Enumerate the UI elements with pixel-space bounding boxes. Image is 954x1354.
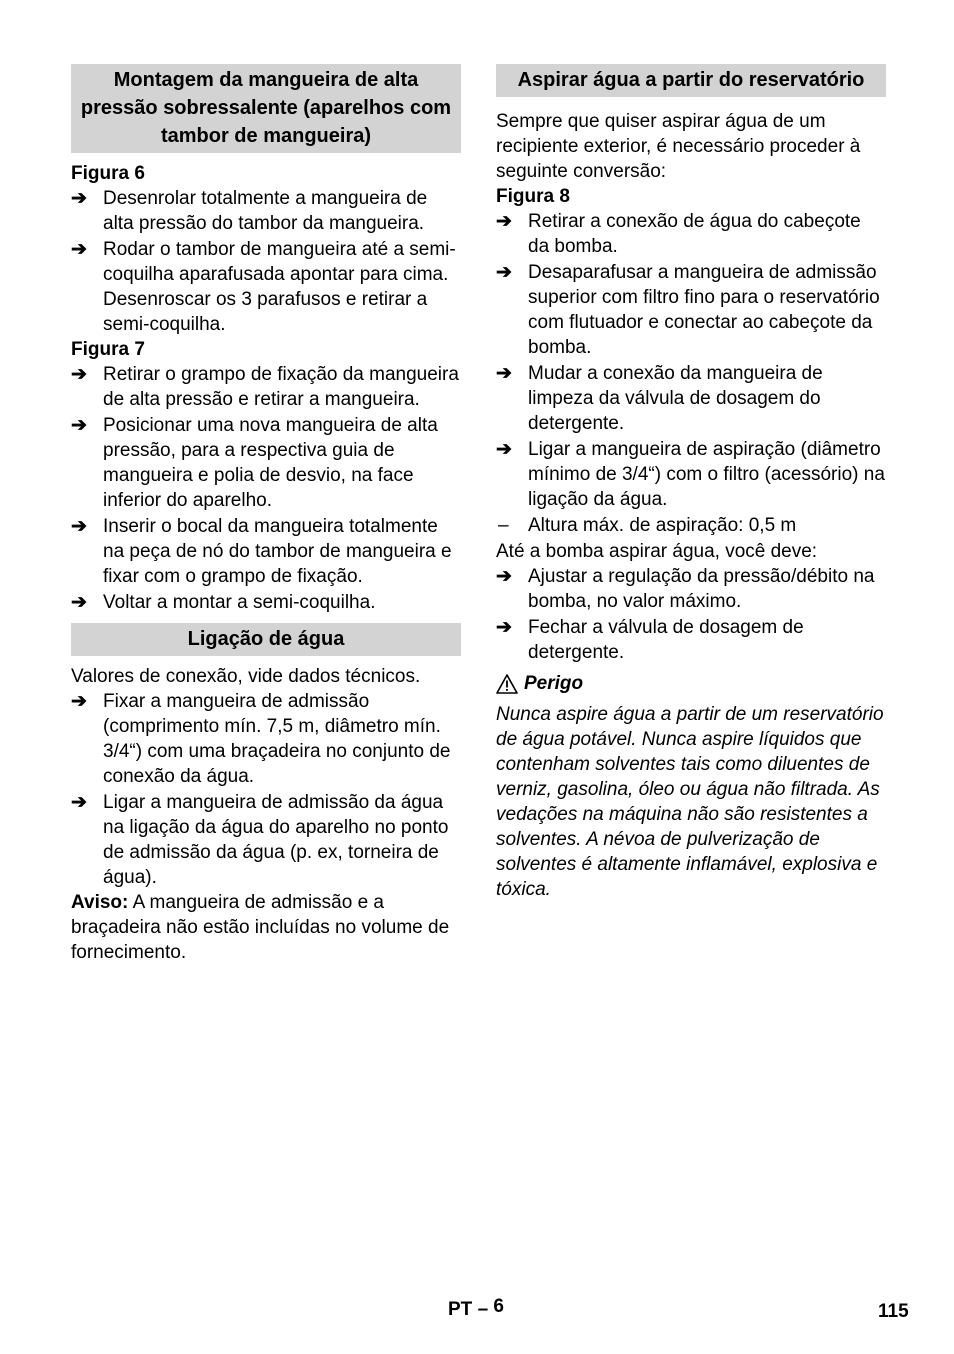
intro-text: Valores de conexão, vide dados técnicos.: [71, 666, 421, 687]
list-item: ➔ Voltar a montar a semi-coquilha.: [71, 592, 376, 613]
danger-text: Nunca aspire água a partir de um reservatório de água potável. Nunca aspire líquidos que contenham solventes tais como diluentes de verniz, gasolina, óleo ou água não filtrada. As vedações na máquina não são resistentes a solventes. A névoa de pulverização de solventes é altamente inflamável, explosiva e tóxica.: [496, 704, 884, 900]
intro-text: Sempre que quiser aspirar água de um recipiente exterior, é necessário proceder à seguinte conversão:: [496, 111, 861, 182]
arrow-icon: ➔: [496, 211, 512, 232]
list-item: ➔ Mudar a conexão da mangueira de limpeza da válvula de dosagem do detergente.: [496, 363, 823, 434]
list-item: ➔ Posicionar uma nova mangueira de alta pressão, para a respectiva guia de mangueira e polia de desvio, na face inferior do aparelho.: [71, 415, 438, 511]
figure-label-8: Figura 8: [496, 186, 570, 207]
arrow-icon: ➔: [71, 364, 87, 385]
danger-label: Perigo: [524, 673, 584, 694]
list-item: ➔ Ajustar a regulação da pressão/débito na bomba, no valor máximo.: [496, 566, 875, 612]
note-label: Aviso:: [71, 892, 129, 913]
list-item: ➔ Retirar a conexão de água do cabeçote da bomba.: [496, 211, 861, 257]
arrow-icon: ➔: [496, 439, 512, 460]
note-paragraph: Aviso: A mangueira de admissão e a braçadeira não estão incluídas no volume de fornecimento.: [71, 892, 450, 963]
list-item: ➔ Inserir o bocal da mangueira totalmente na peça de nó do tambor de mangueira e fixar com o grampo de fixação.: [71, 516, 452, 587]
list-item: ➔ Ligar a mangueira de admissão da água na ligação da água do aparelho no ponto de admissão da água (p. ex, torneira de água).: [71, 792, 449, 888]
list-item: – Altura máx. de aspiração: 0,5 m: [498, 515, 797, 536]
figure-label-6: Figura 6: [71, 163, 145, 184]
page-number: 115: [878, 1301, 909, 1322]
footer-separator: –: [477, 1299, 489, 1320]
arrow-icon: ➔: [71, 188, 87, 209]
list-item: ➔ Fechar a válvula de dosagem de detergente.: [496, 617, 804, 663]
arrow-icon: ➔: [496, 566, 512, 587]
arrow-icon: ➔: [71, 516, 87, 537]
section-heading-hose-replacement: Montagem da mangueira de alta pressão sobressalente (aparelhos com tambor de mangueira): [71, 64, 461, 153]
arrow-icon: ➔: [71, 691, 87, 712]
arrow-icon: ➔: [496, 617, 512, 638]
list-item: ➔ Ligar a mangueira de aspiração (diâmetro mínimo de 3/4“) com o filtro (acessório) na ligação da água.: [496, 439, 885, 510]
instruction-text: Até a bomba aspirar água, você deve:: [496, 541, 818, 562]
arrow-icon: ➔: [71, 792, 87, 813]
list-item: ➔ Fixar a mangueira de admissão (comprimento mín. 7,5 m, diâmetro mín. 3/4“) com uma braçadeira no conjunto de conexão da água.: [71, 691, 451, 787]
danger-heading: [496, 671, 886, 696]
right-column: [496, 64, 886, 902]
footer-section-code: [448, 1297, 504, 1322]
footer-section-page: 6: [493, 1296, 504, 1317]
figure-label-7: Figura 7: [71, 339, 145, 360]
list-item: ➔ Retirar o grampo de fixação da mangueira de alta pressão e retirar a mangueira.: [71, 364, 459, 410]
left-column: [71, 64, 461, 965]
footer-language: PT: [448, 1299, 473, 1320]
list-item: ➔ Rodar o tambor de mangueira até a semi-coquilha aparafusada apontar para cima. Desenroscar os 3 parafusos e retirar a semi-coquilha.: [71, 239, 456, 335]
warning-triangle-icon: [496, 674, 518, 694]
dash-bullet: –: [498, 515, 509, 536]
arrow-icon: ➔: [496, 262, 512, 283]
section-heading-reservoir-suction: Aspirar água a partir do reservatório: [496, 64, 886, 97]
arrow-icon: ➔: [71, 239, 87, 260]
arrow-icon: ➔: [71, 415, 87, 436]
section-heading-water-connection: Ligação de água: [71, 623, 461, 656]
list-item: ➔ Desaparafusar a mangueira de admissão superior com filtro fino para o reservatório com flutuador e conectar ao cabeçote da bomba.: [496, 262, 880, 358]
list-item: ➔ Desenrolar totalmente a mangueira de alta pressão do tambor da mangueira.: [71, 188, 428, 234]
arrow-icon: ➔: [71, 592, 87, 613]
arrow-icon: ➔: [496, 363, 512, 384]
